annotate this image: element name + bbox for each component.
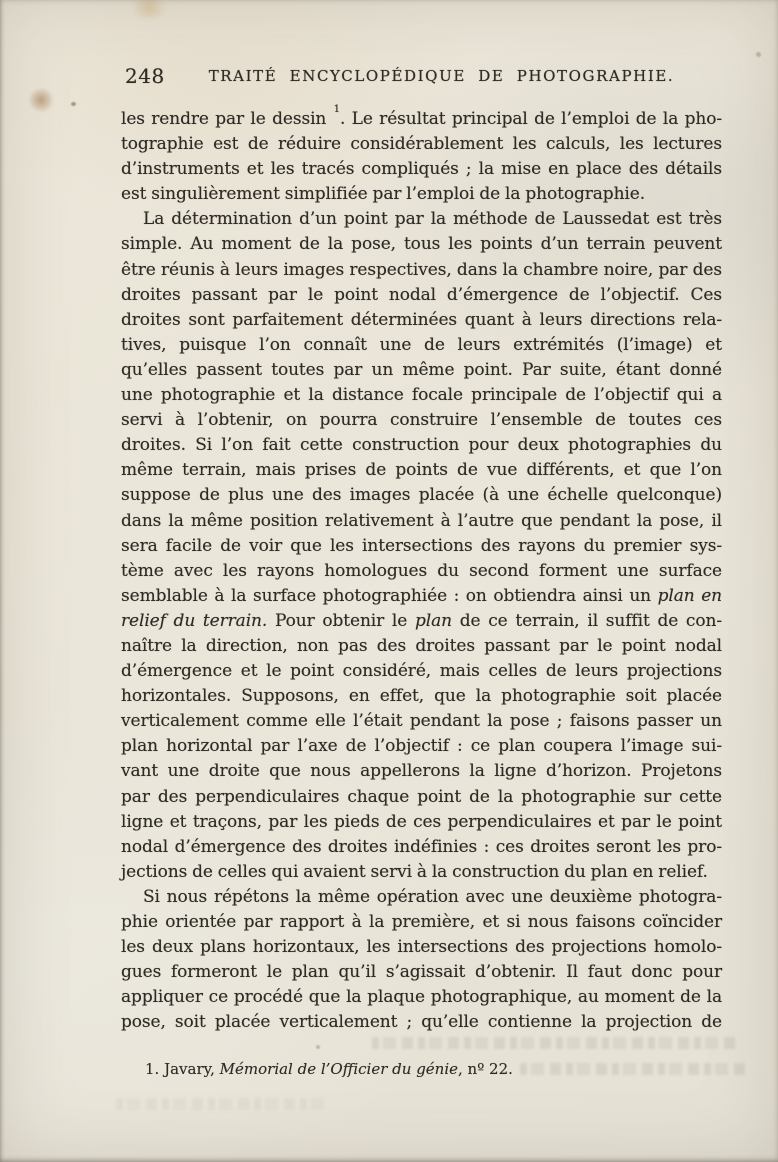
- text-line: d’instruments et les tracés compliqués ; la mise en place des détails: [121, 159, 722, 180]
- text-line: être réunis à leurs images respectives, dans la chambre noire, par des: [121, 259, 722, 280]
- text-line: suppose de plus une des images placée (à une échelle quelconque): [121, 485, 722, 506]
- running-header: [121, 64, 722, 88]
- text-line: La détermination d’un point par la méthode de Laussedat est très: [143, 209, 722, 230]
- paragraph: [121, 207, 722, 885]
- running-title: TRAITÉ ENCYCLOPÉDIQUE DE PHOTOGRAPHIE.: [208, 67, 675, 85]
- text-line: plan horizontal par l’axe de l’objectif : ce plan coupera l’image sui-: [121, 736, 722, 757]
- text-line: simple. Au moment de la pose, tous les points d’un terrain peuvent: [121, 234, 722, 255]
- paper-speck: [71, 102, 76, 106]
- text-line: Si nous répétons la même opération avec une deuxième photogra-: [143, 886, 722, 907]
- text-line: semblable à la surface photographiée : on obtiendra ainsi un plan en: [121, 585, 722, 606]
- text-line: droites. Si l’on fait cette construction pour deux photographies du: [121, 435, 722, 456]
- text-line: est singulièrement simplifiée par l’emploi de la photographie.: [121, 184, 646, 205]
- paper-speck: [316, 1045, 320, 1049]
- text-line: tème avec les rayons homologues du second forment une surface: [121, 560, 722, 581]
- text-line: les deux plans horizontaux, les intersections des projections homolo-: [121, 937, 722, 958]
- text-line: appliquer ce procédé que la plaque photographique, au moment de la: [121, 987, 722, 1008]
- text-line: relief du terrain. Pour obtenir le plan de ce terrain, il suffit de con-: [121, 610, 722, 631]
- text-line: naître la direction, non pas des droites passant par le point nodal: [121, 635, 722, 656]
- text-line: tographie est de réduire considérablement les calculs, les lectures: [121, 134, 722, 155]
- text-line: d’émergence et le point considéré, mais celles de leurs projections: [121, 661, 722, 682]
- page-body: [121, 104, 722, 1035]
- text-line: nodal d’émergence des droites indéfinies : ces droites seront les pro-: [121, 836, 722, 857]
- text-line: dans la même position relativement à l’autre que pendant la pose, il: [121, 510, 722, 531]
- paper-stain: [126, 0, 172, 18]
- text-line: les rendre par le dessin $^1$. Le résultat principal de l’emploi de la pho-: [121, 104, 722, 129]
- text-line: pose, soit placée verticalement ; qu’elle contienne la projection de: [121, 1012, 722, 1033]
- foxing-spot: [28, 88, 54, 112]
- paragraph: [121, 104, 722, 207]
- text-line: tives, puisque l’on connaît une de leurs extrémités (l’image) et: [121, 334, 722, 355]
- paragraph: [121, 885, 722, 1036]
- text-line: jections de celles qui avaient servi à la construction du plan en relief.: [121, 861, 708, 882]
- text-line: servi à l’obtenir, on pourra construire l’ensemble de toutes ces: [121, 410, 722, 431]
- text-line: phie orientée par rapport à la première, et si nous faisons coïncider: [121, 912, 722, 932]
- ink-bleedthrough: [116, 1098, 326, 1110]
- page-number: 248: [125, 64, 165, 88]
- text-line: même terrain, mais prises de points de vue différents, et que l’on: [121, 460, 722, 481]
- text-line: vant une droite que nous appellerons la ligne d’horizon. Projetons: [121, 761, 722, 782]
- text-line: sera facile de voir que les intersections des rayons du premier sys-: [121, 535, 722, 556]
- ink-bleedthrough: [372, 1037, 740, 1049]
- text-line: verticalement comme elle l’était pendant la pose ; faisons passer un: [121, 711, 722, 732]
- text-line: par des perpendiculaires chaque point de la photographie sur cette: [121, 786, 722, 807]
- text-line: ligne et traçons, par les pieds de ces perpendiculaires et par le point: [121, 811, 722, 832]
- text-line: qu’elles passent toutes par un même point. Par suite, étant donné: [121, 359, 722, 380]
- text-line: droites sont parfaitement déterminées quant à leurs directions rela-: [121, 309, 722, 330]
- text-line: une photographie et la distance focale principale de l’objectif qui a: [121, 385, 722, 406]
- text-line: gues formeront le plan qu’il s’agissait d’obtenir. Il faut donc pour: [121, 962, 722, 983]
- text-line: droites passant par le point nodal d’émergence de l’objectif. Ces: [121, 284, 722, 305]
- footnote: 1. Javary, Mémorial de l’Officier du génie, nº 22.: [145, 1060, 513, 1078]
- paper-speck: [756, 52, 761, 57]
- text-line: horizontales. Supposons, en effet, que la photographie soit placée: [121, 686, 722, 707]
